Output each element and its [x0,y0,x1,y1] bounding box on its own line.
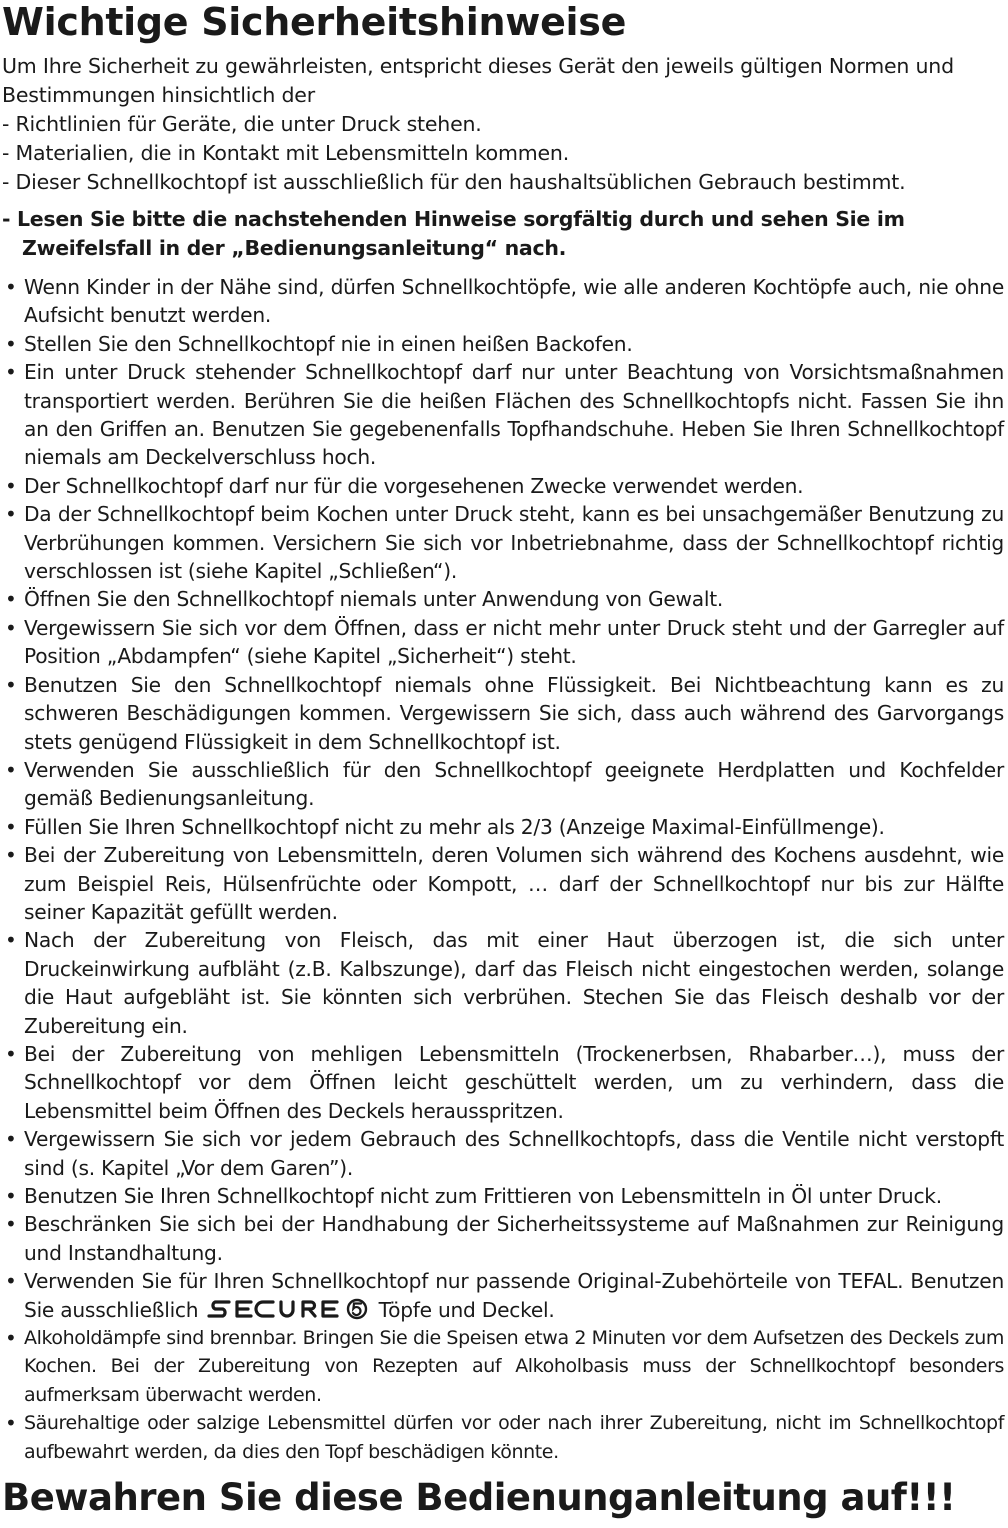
intro-section [2,52,1004,197]
read-instructions-note: - Lesen Sie bitte die nachstehenden Hinweise sorgfältig durch und sehen Sie im Zweifelsfall in der „Bedienungsanleitung“ nach. [2,207,905,260]
safety-item [2,1210,1004,1267]
safety-item [2,500,1004,585]
safety-item [2,585,1004,613]
standards-item: - Materialien, die in Kontakt mit Lebensmitteln kommen. [2,141,570,165]
safety-item [2,1182,1004,1210]
safety-item [2,926,1004,1040]
bullet-icon: • [5,331,17,356]
safety-item [2,671,1004,756]
safety-item-text: Beschränken Sie sich bei der Handhabung der Sicherheitssysteme auf Maßnahmen zur Reinigung und Instandhaltung. [24,1212,1004,1265]
safety-item [2,1409,1004,1466]
safety-item-text: Säurehaltige oder salzige Lebensmittel dürfen vor oder nach ihrer Zubereitung, nicht im Schnellkochtopf aufbewahrt werden, da dies den Topf beschädigen könnte. [24,1412,1004,1463]
safety-item-text: Verwenden Sie für Ihren Schnellkochtopf nur passende Original-Zubehörteile von TEFAL. Benutzen Sie ausschließlich [24,1269,1004,1322]
standards-item: - Richtlinien für Geräte, die unter Druck stehen. [2,112,482,136]
safety-item-text: Benutzen Sie den Schnellkochtopf niemals ohne Flüssigkeit. Bei Nichtbeachtung kann es zu schweren Beschädigungen kommen. Vergewissern Sie sich, dass auch während des Garvorgangs stets genügend Flüssigkeit in dem Schnellkochtopf ist. [24,672,1004,754]
intro-text: Um Ihre Sicherheit zu gewährleisten, entspricht dieses Gerät den jeweils gültigen Normen und Bestimmungen hinsichtlich der [2,54,954,107]
safety-item-text: Ein unter Druck stehender Schnellkochtopf darf nur unter Beachtung von Vorsichtsmaßnahmen transportiert werden. Berühren Sie die heißen Flächen des Schnellkochtopfs nicht. Fassen Sie ihn an den Griffen an. Benutzen Sie gegebenenfalls Topfhandschuhe. Heben Sie Ihren Schnellkochtopf niemals am Deckelverschluss hoch. [24,360,1004,470]
bullet-icon: • [5,502,17,527]
bullet-icon: • [5,814,17,839]
bullet-icon: • [5,1127,17,1152]
safety-item [2,813,1004,841]
safety-item-text: Vergewissern Sie sich vor jedem Gebrauch des Schnellkochtopfs, dass die Ventile nicht verstopft sind (s. Kapitel „Vor dem Garen”). [24,1127,1004,1180]
safety-item-text: Benutzen Sie Ihren Schnellkochtopf nicht zum Frittieren von Lebensmitteln in Öl unter Druck. [24,1184,942,1208]
safety-item [2,756,1004,813]
bullet-icon: • [5,1184,17,1208]
safety-item-text: Stellen Sie den Schnellkochtopf nie in einen heißen Backofen. [24,331,633,356]
safety-item-text: Öffnen Sie den Schnellkochtopf niemals unter Anwendung von Gewalt. [24,587,724,612]
standards-list [2,110,1004,197]
bullet-icon: • [5,587,17,612]
safety-item-tefal [2,1267,1004,1324]
safety-item-text: Der Schnellkochtopf darf nur für die vorgesehenen Zwecke verwendet werden. [24,473,804,498]
safety-item [2,330,1004,358]
safety-item [2,1324,1004,1409]
safety-item [2,1040,1004,1125]
safety-item-text: Wenn Kinder in der Nähe sind, dürfen Schnellkochtöpfe, wie alle anderen Kochtöpfe auch, nie ohne Aufsicht benutzt werden. [24,275,1004,328]
bullet-icon: • [5,360,17,385]
safety-item [2,1125,1004,1182]
bullet-icon: • [5,1411,17,1436]
bullet-icon: • [5,843,17,868]
safety-item-text: Bei der Zubereitung von Lebensmitteln, deren Volumen sich während des Kochens ausdehnt, wie zum Beispiel Reis, Hülsenfrüchte oder Kompott, … darf der Schnellkochtopf nur bis zur Hälfte seiner Kapazität gefüllt werden. [24,843,1004,924]
bullet-icon: • [5,1041,17,1066]
safety-item-text: Nach der Zubereitung von Fleisch, das mit einer Haut überzogen ist, die sich unter Druckeinwirkung aufbläht (z.B. Kalbszunge), darf das Fleisch nicht eingestochen werden, solange die Haut aufgebläht ist. Sie könnten sich verbrühen. Stechen Sie das Fleisch deshalb vor der Zubereitung ein. [24,928,1004,1038]
bullet-icon: • [5,757,17,782]
safety-item-text: Bei der Zubereitung von mehligen Lebensmitteln (Trockenerbsen, Rhabarber…), muss der Schnellkochtopf vor dem Öffnen leicht geschüttelt werden, um zu verhindern, dass die Lebensmittel beim Öffnen des Deckels herausspritzen. [24,1041,1004,1123]
bullet-icon: • [5,615,17,640]
bullet-icon: • [5,1326,17,1351]
safety-item-text: Alkoholdämpfe sind brennbar. Bringen Sie die Speisen etwa 2 Minuten vor dem Aufsetzen des Deckels zum Kochen. Bei der Zubereitung von Rezepten auf Alkoholbasis muss der Schnellkochtopf besonders aufmerksam überwacht werden. [24,1327,1004,1406]
bullet-icon: • [5,672,17,697]
bullet-icon: • [5,1212,17,1237]
safety-item-text: Füllen Sie Ihren Schnellkochtopf nicht zu mehr als 2/3 (Anzeige Maximal-Einfüllmenge). [24,814,885,839]
standards-item: - Dieser Schnellkochtopf ist ausschließlich für den haushaltsüblichen Gebrauch bestimmt. [2,170,906,194]
page-title: Wichtige Sicherheitshinweise [2,0,627,44]
keep-manual-heading: Bewahren Sie diese Bedienunganleitung auf!!! [2,1476,956,1520]
safety-item [2,472,1004,500]
bullet-icon: • [5,1269,17,1294]
safety-item [2,358,1004,472]
secure5-logo-icon [205,1298,373,1320]
safety-item-text: Vergewissern Sie sich vor dem Öffnen, dass er nicht mehr unter Druck steht und der Garregler auf Position „Abdampfen“ (siehe Kapitel „Sicherheit“) steht. [24,615,1004,669]
bullet-icon: • [5,275,17,299]
safety-item-text: Verwenden Sie ausschließlich für den Schnellkochtopf geeignete Herdplatten und Kochfelder gemäß Bedienungsanleitung. [24,757,1004,811]
safety-bullet-list [2,273,1004,1466]
safety-item-text: Töpfe und Deckel. [378,1297,555,1322]
bullet-icon: • [5,473,17,498]
safety-item [2,273,1004,330]
safety-item [2,841,1004,926]
safety-item-text: Da der Schnellkochtopf beim Kochen unter Druck steht, kann es bei unsachgemäßer Benutzung zu Verbrühungen kommen. Versichern Sie sich vor Inbetriebnahme, dass der Schnellkochtopf richtig verschlossen ist (siehe Kapitel „Schließen“). [24,502,1004,584]
safety-item [2,614,1004,671]
bullet-icon: • [5,928,17,953]
